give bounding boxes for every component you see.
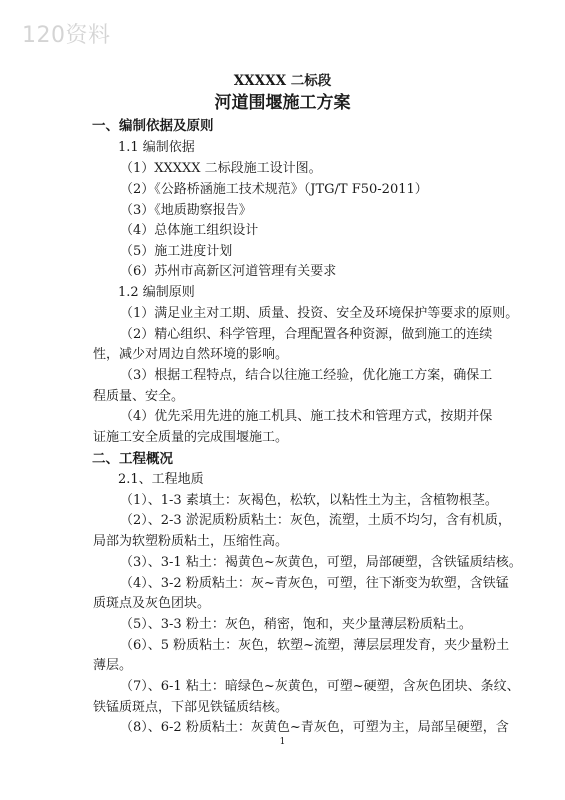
text-line: 2.1、工程地质 — [118, 472, 204, 487]
document-title-line2: 河道围堰施工方案 — [214, 93, 351, 113]
document-title-line1: XXXXX 二标段 — [233, 73, 332, 89]
text-line: 质斑点及灰色团块。 — [93, 596, 211, 611]
text-line: （4）优先采用先进的施工机具、施工技术和管理方式，按期并保 — [120, 409, 493, 424]
text-line: （6）、5 粉质粘土：灰色，软塑~流塑，薄层层理发育，夹少量粉土 — [120, 638, 510, 653]
text-line: （1）满足业主对工期、质量、投资、安全及环境保护等要求的原则。 — [120, 306, 519, 321]
text-line: 证施工安全质量的完成围堰施工。 — [93, 430, 289, 445]
text-line: 1.2 编制原则 — [118, 285, 195, 300]
text-line: （3）、3-1 粘土：褐黄色~灰黄色，可塑，局部硬塑，含铁锰质结核。 — [120, 555, 522, 570]
text-line: （8）、6-2 粉质粘土：灰黄色~青灰色，可塑为主，局部呈硬塑，含 — [120, 720, 509, 735]
text-line: 铁锰质斑点，下部见铁锰质结核。 — [93, 700, 289, 715]
section-heading: 一、编制依据及原则 — [92, 118, 214, 134]
text-line: （1）XXXXX 二标段施工设计图。 — [120, 161, 322, 176]
watermark-logo: 120资料 — [22, 23, 111, 48]
text-line: （4）、3-2 粉质粘土：灰~青灰色，可塑，往下渐变为软塑，含铁锰 — [120, 576, 509, 591]
text-line: （2）精心组织、科学管理，合理配置各种资源，做到施工的连续 — [120, 327, 493, 342]
text-line: （2）《公路桥涵施工技术规范》（JTG/T F50-2011） — [120, 182, 428, 197]
text-line: 薄层。 — [93, 658, 133, 673]
text-line: （1）、1-3 素填土：灰褐色，松软，以粘性土为主，含植物根茎。 — [120, 493, 498, 508]
text-line: （5）施工进度计划 — [120, 244, 233, 259]
text-line: （6）苏州市高新区河道管理有关要求 — [120, 264, 337, 279]
text-line: 性，减少对周边自然环境的影响。 — [93, 347, 289, 362]
text-line: （5）、3-3 粉土：灰色，稍密，饱和，夹少量薄层粉质粘土。 — [120, 617, 472, 632]
text-line: 1.1 编制依据 — [118, 140, 195, 155]
text-line: 程质量、安全。 — [93, 389, 185, 404]
text-line: （7）、6-1 粘土：暗绿色~灰黄色，可塑~硬塑，含灰色团块、条纹、 — [120, 679, 520, 694]
text-line: 局部为软塑粉质粘土，压缩性高。 — [93, 534, 289, 549]
section-heading: 二、工程概况 — [92, 451, 173, 467]
text-line: （4）总体施工组织设计 — [120, 223, 259, 238]
page-number: 1 — [279, 737, 286, 747]
text-line: （3）根据工程特点，结合以往施工经验，优化施工方案，确保工 — [120, 368, 493, 383]
text-line: （3）《地质勘察报告》 — [120, 203, 252, 218]
text-line: （2）、2-3 淤泥质粉质粘土：灰色，流塑，土质不均匀，含有机质， — [120, 513, 511, 528]
